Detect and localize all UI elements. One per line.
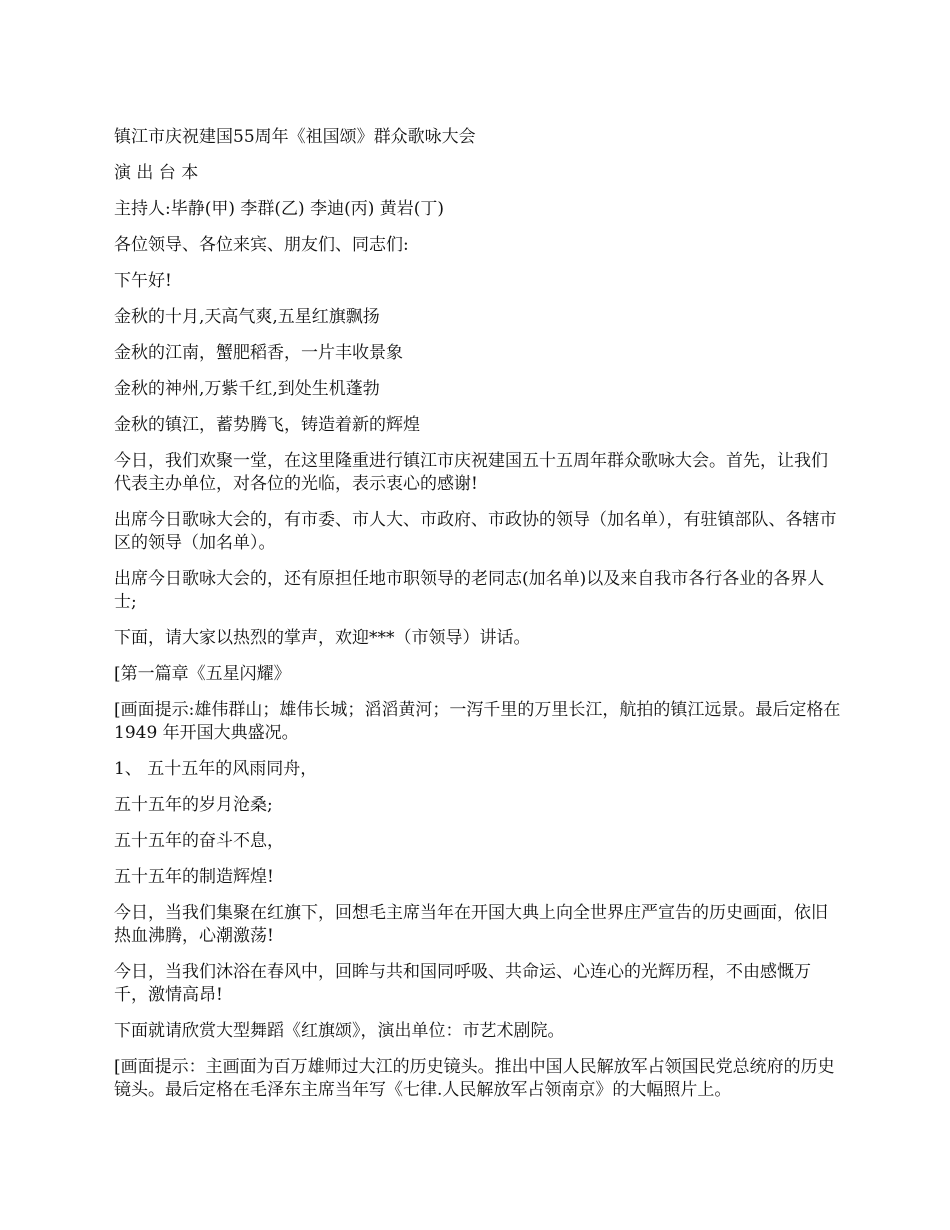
paragraph: 金秋的镇江，蓄势腾飞，铸造着新的辉煌	[114, 415, 420, 435]
screen-cue: [画面提示:雄伟群山；雄伟长城；滔滔黄河；一泻千里的万里长江，航拍的镇江远景。最后定格在 1949 年开国大典盛况。	[114, 700, 841, 743]
paragraph: 下面，请大家以热烈的掌声，欢迎***（市领导）讲话。	[114, 628, 531, 648]
paragraph: 五十五年的岁月沧桑;	[114, 795, 273, 815]
paragraph: 今日，当我们集聚在红旗下，回想毛主席当年在开国大典上向全世界庄严宣告的历史画面，依旧热血沸腾，心潮激荡!	[114, 903, 828, 946]
paragraph: 五十五年的制造辉煌!	[114, 867, 274, 887]
paragraph: 下午好!	[114, 271, 172, 291]
paragraph: 五十五年的奋斗不息，	[114, 831, 284, 851]
document-subtitle: 演 出 台 本	[114, 163, 199, 183]
paragraph: 金秋的十月,天高气爽,五星红旗飘扬	[114, 307, 380, 327]
screen-cue: [画面提示：主画面为百万雄师过大江的历史镜头。推出中国人民解放军占领国民党总统府的历史镜头。最后定格在毛泽东主席当年写《七律.人民解放军占领南京》的大幅照片上。	[114, 1057, 835, 1100]
paragraph: 1、 五十五年的风雨同舟，	[114, 759, 318, 779]
paragraph: 金秋的江南，蟹肥稻香，一片丰收景象	[114, 343, 403, 363]
paragraph: 今日，当我们沐浴在春风中，回眸与共和国同呼吸、共命运、心连心的光辉历程，不由感慨万千，激情高昂!	[114, 962, 811, 1005]
paragraph: 出席今日歌咏大会的，还有原担任地市职领导的老同志(加名单)以及来自我市各行各业的各界人士;	[114, 569, 825, 612]
document-title: 镇江市庆祝建国55周年《祖国颂》群众歌咏大会	[114, 127, 476, 147]
paragraph: 出席今日歌咏大会的，有市委、市人大、市政府、市政协的领导（加名单），有驻镇部队、各辖市区的领导（加名单）。	[114, 510, 837, 553]
paragraph: 今日，我们欢聚一堂，在这里隆重进行镇江市庆祝建国五十五周年群众歌咏大会。首先，让我们代表主办单位，对各位的光临，表示衷心的感谢!	[114, 451, 828, 494]
paragraph: 金秋的神州,万紫千红,到处生机蓬勃	[114, 379, 380, 399]
chapter-heading: [第一篇章《五星闪耀》	[114, 664, 291, 684]
document-page	[114, 126, 844, 1115]
hosts-line: 主持人:毕静(甲) 李群(乙) 李迪(丙) 黄岩(丁)	[114, 199, 444, 219]
paragraph: 下面就请欣赏大型舞蹈《红旗颂》，演出单位：市艺术剧院。	[114, 1021, 565, 1041]
paragraph: 各位领导、各位来宾、朋友们、同志们:	[114, 235, 409, 255]
